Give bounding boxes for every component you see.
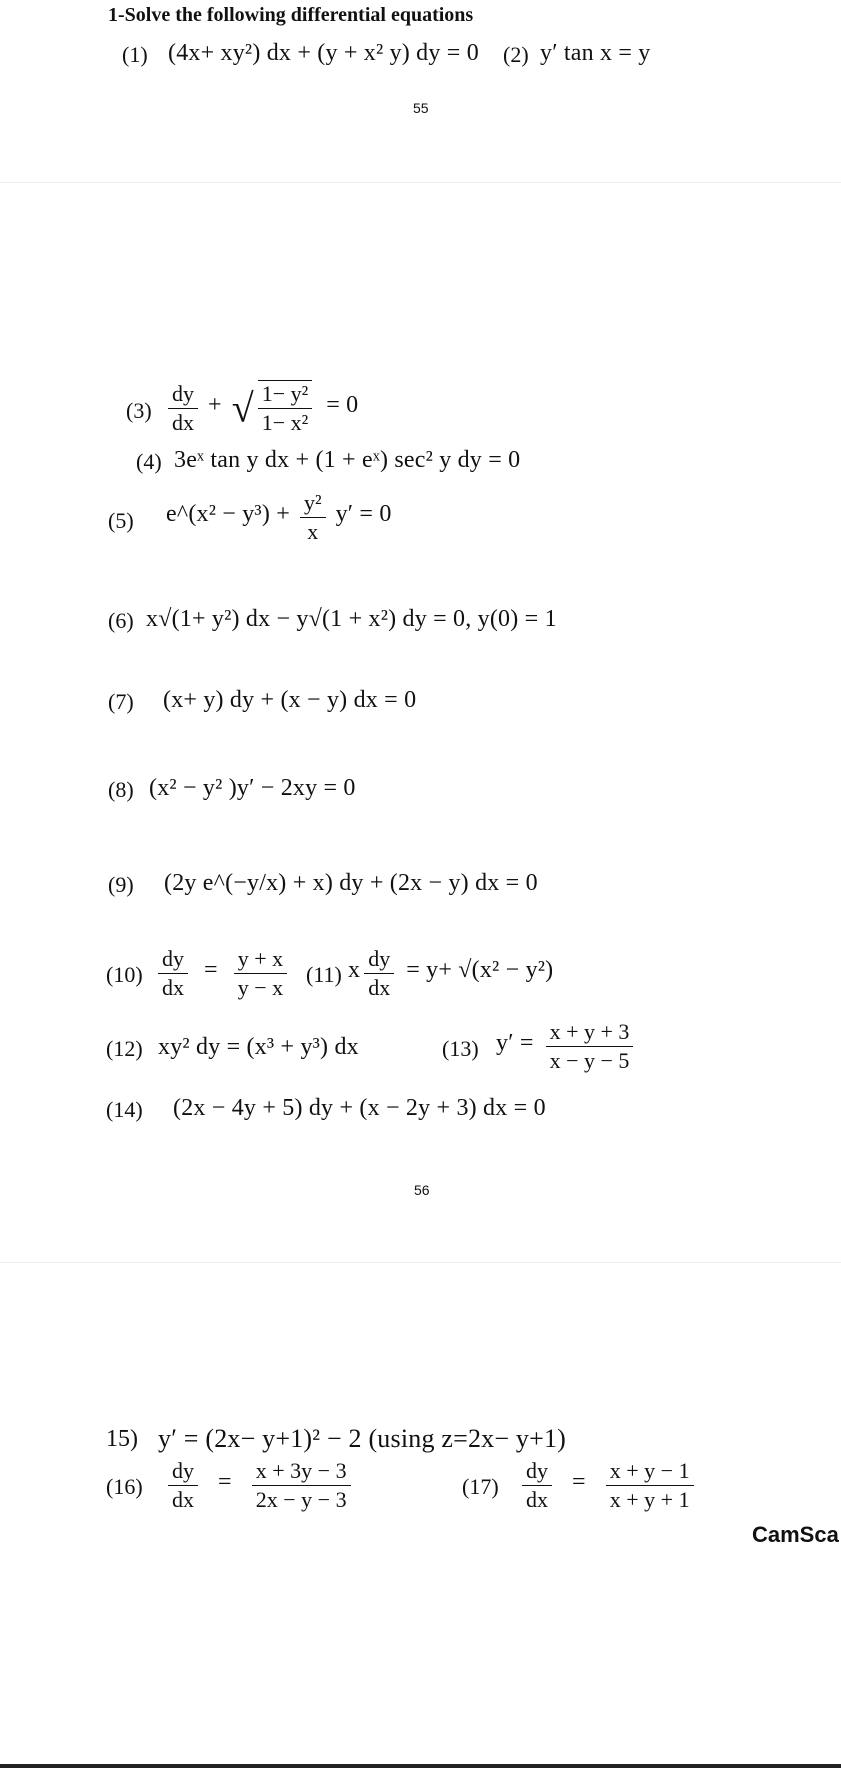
problem-13-lhs: y′ = bbox=[496, 1030, 534, 1057]
fraction-numerator: dy bbox=[168, 1458, 198, 1486]
page-title: 1-Solve the following differential equations bbox=[108, 4, 474, 26]
rhs-fraction bbox=[546, 1019, 634, 1074]
dy-dx-fraction bbox=[168, 381, 198, 436]
problem-17-equation bbox=[522, 1458, 694, 1513]
fraction-denominator: 2x − y − 3 bbox=[255, 1487, 347, 1512]
problem-16-number: (16) bbox=[106, 1474, 143, 1499]
problem-1-number: (1) bbox=[122, 42, 148, 67]
rhs-fraction bbox=[252, 1458, 351, 1513]
radical-sign: √ bbox=[231, 385, 254, 431]
fraction-denominator: dx bbox=[526, 1487, 548, 1512]
fraction-denominator: x − y − 5 bbox=[549, 1048, 630, 1073]
dy-dx-fraction bbox=[158, 946, 188, 1001]
problem-11-lhs: x bbox=[348, 957, 361, 984]
problem-15-equation: y′ = (2x− y+1)² − 2 (using z=2x− y+1) bbox=[158, 1424, 567, 1453]
problem-9-number: (9) bbox=[108, 872, 134, 897]
equals-sign: = bbox=[218, 1469, 232, 1496]
fraction-denominator: dx bbox=[172, 1487, 194, 1512]
fraction-numerator: dy bbox=[364, 946, 394, 974]
problem-10-number: (10) bbox=[106, 962, 143, 987]
problem-10-equation bbox=[158, 946, 287, 1001]
problem-11-equation bbox=[348, 946, 553, 1001]
problem-13-equation bbox=[496, 1019, 633, 1074]
page-number: 55 bbox=[413, 100, 429, 116]
camscanner-watermark: CamSca bbox=[752, 1522, 839, 1547]
radicand-fraction bbox=[258, 380, 313, 436]
fraction-numerator: dy bbox=[522, 1458, 552, 1486]
radicand-numerator: 1− y² bbox=[258, 381, 313, 409]
problem-3-rhs: = 0 bbox=[326, 391, 359, 418]
problem-5-number: (5) bbox=[108, 508, 134, 533]
fraction-numerator: x + 3y − 3 bbox=[252, 1458, 351, 1486]
fraction-denominator: dx bbox=[172, 409, 194, 435]
page-divider bbox=[0, 182, 841, 183]
problem-9-equation: (2y e^(−y/x) + x) dy + (2x − y) dx = 0 bbox=[164, 870, 538, 896]
equals-sign: = bbox=[572, 1469, 586, 1496]
problem-1-equation: (4x+ xy²) dx + (y + x² y) dy = 0 bbox=[168, 40, 479, 66]
fraction-denominator: x + y + 1 bbox=[609, 1487, 690, 1512]
problem-4-number: (4) bbox=[136, 449, 162, 474]
problem-12-equation: xy² dy = (x³ + y³) dx bbox=[158, 1034, 359, 1060]
dy-dx-fraction bbox=[522, 1458, 552, 1513]
dy-dx-fraction bbox=[364, 946, 394, 1001]
y2-over-x-fraction bbox=[300, 490, 326, 545]
problem-7-number: (7) bbox=[108, 689, 134, 714]
problem-3-number: (3) bbox=[126, 398, 152, 423]
problem-4-equation: 3eˣ tan y dx + (1 + eˣ) sec² y dy = 0 bbox=[174, 447, 521, 473]
fraction-numerator: dy bbox=[168, 381, 198, 409]
problem-5-rhs: y′ = 0 bbox=[335, 501, 392, 528]
problem-14-number: (14) bbox=[106, 1097, 143, 1122]
fraction-numerator: y + x bbox=[234, 946, 287, 974]
page-number: 56 bbox=[414, 1182, 430, 1198]
problem-6-number: (6) bbox=[108, 608, 134, 633]
fraction-numerator: dy bbox=[158, 946, 188, 974]
rhs-fraction bbox=[606, 1458, 694, 1513]
radicand-denominator: 1− x² bbox=[261, 410, 309, 435]
problem-15-number: 15) bbox=[106, 1426, 138, 1452]
problem-8-equation: (x² − y² )y′ − 2xy = 0 bbox=[149, 775, 356, 801]
fraction-numerator: x + y − 1 bbox=[606, 1458, 694, 1486]
dy-dx-fraction bbox=[168, 1458, 198, 1513]
problem-13-number: (13) bbox=[442, 1036, 479, 1061]
problem-17-number: (17) bbox=[462, 1474, 499, 1499]
fraction-denominator: dx bbox=[162, 975, 184, 1000]
bottom-edge-bar bbox=[0, 1764, 841, 1768]
plus-operator: + bbox=[208, 391, 222, 418]
problem-11-rhs: = y+ √(x² − y²) bbox=[406, 957, 554, 984]
page-divider bbox=[0, 1262, 841, 1263]
problem-5-lhs: e^(x² − y³) + bbox=[166, 501, 290, 528]
fraction-denominator: dx bbox=[368, 975, 391, 1000]
problem-7-equation: (x+ y) dy + (x − y) dx = 0 bbox=[163, 687, 417, 713]
problem-14-equation: (2x − 4y + 5) dy + (x − 2y + 3) dx = 0 bbox=[173, 1095, 546, 1121]
problem-5-equation bbox=[166, 490, 392, 545]
problem-8-number: (8) bbox=[108, 777, 134, 802]
problem-12-number: (12) bbox=[106, 1036, 143, 1061]
problem-3-equation bbox=[168, 380, 358, 436]
problem-2-number: (2) bbox=[503, 42, 529, 67]
fraction-denominator: y − x bbox=[237, 975, 284, 1000]
fraction-numerator: x + y + 3 bbox=[546, 1019, 634, 1047]
problem-6-equation: x√(1+ y²) dx − y√(1 + x²) dy = 0, y(0) = 1 bbox=[146, 606, 557, 632]
fraction-numerator: y² bbox=[300, 490, 326, 518]
rhs-fraction bbox=[234, 946, 287, 1001]
problem-16-equation bbox=[168, 1458, 351, 1513]
fraction-denominator: x bbox=[307, 519, 319, 544]
problem-11-number: (11) bbox=[306, 962, 342, 987]
equals-sign: = bbox=[204, 957, 218, 984]
problem-2-equation: y′ tan x = y bbox=[540, 40, 651, 66]
